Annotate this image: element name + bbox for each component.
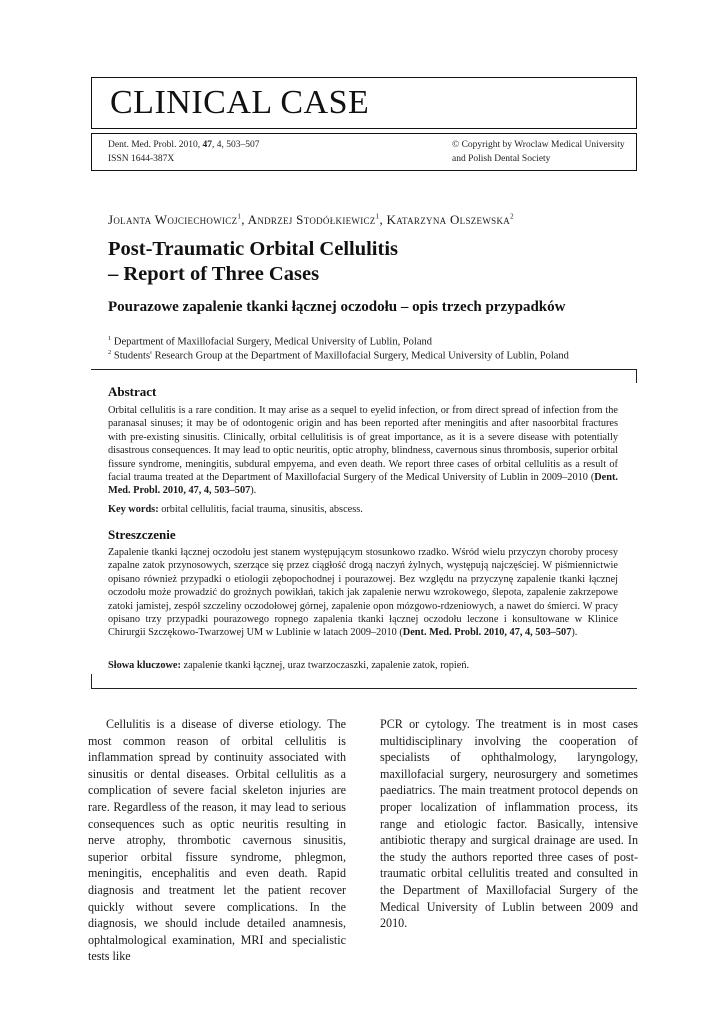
divider-bottom xyxy=(91,688,637,689)
section-title: CLINICAL CASE xyxy=(110,84,370,121)
divider-top-tick xyxy=(636,369,637,383)
author-name: Andrzej Stodółkiewicz xyxy=(247,212,376,227)
body-column-left: Cellulitis is a disease of diverse etiology. The most common reason of orbital cellulitis is inflammation spread by continuity associated with sinusitis or dental diseases. Orbital cellulitis as a complication of severe facial skeleton injuries are rare. Regardless of the reason, it may lead to serious consequences such as optic neuritis resulting in nerve atrophy, thrombotic cavernous sinusitis, superior orbital fissure syndrome, phlegmon, meningitis, encephalitis and even death. Rapid diagnosis and treatment let the patient recover quickly without severe complications. In the diagnosis, we should include detailed anamnesis, ophtalmological examination, MRI and specialistic tests like xyxy=(88,717,346,964)
keywords: Key words: orbital cellulitis, facial trauma, sinusitis, abscess. xyxy=(108,504,363,515)
abstract-heading: Abstract xyxy=(108,384,157,399)
abstract-text: Orbital cellulitis is a rare condition. It may arise as a sequel to eyelid infection, or from direct spread of infection from the paranasal sinuses; it may be of odontogenic origin and has been reported after meningitis and after nasoorbital fractures with pre-existing sinusitis. Clinically, orbital cellulitisis is of great importance, as it is a severe disease with potentially disastrous consequences. It may lead to optic neuritis, optic atrophy, blindness, cavernous sinus thrombosis, superior orbital fissure syndrome, meningitis, subdural empyema, and even death. We report three cases of orbital cellulitis as a result of facial trauma treated at the Department of Maxillofacial Surgery of the Medical University of Lublin in 2009–2010 (Dent. Med. Probl. 2010, 47, 4, 503–507). xyxy=(108,405,618,497)
divider-top xyxy=(91,369,637,370)
streszczenie-heading: Streszczenie xyxy=(108,527,176,542)
keywords-polish: Słowa kluczowe: zapalenie tkanki łącznej, uraz twarzoczaszki, zapalenie zatok, ropień. xyxy=(108,660,470,671)
journal-citation: Dent. Med. Probl. 2010, 47, 4, 503–507 ISSN 1644-387X xyxy=(108,140,260,164)
article-subtitle-polish: Pourazowe zapalenie tkanki łącznej oczodołu – opis trzech przypadków xyxy=(108,299,566,315)
affiliation: $^2$ Students' Research Group at the Department of Maxillofacial Surgery, Medical University of Lublin, Poland xyxy=(108,349,569,362)
divider-bottom-tick xyxy=(91,674,92,688)
copyright-notice: © Copyright by Wroclaw Medical University and Polish Dental Society xyxy=(452,140,625,164)
body-column-right: PCR or cytology. The treatment is in most cases multidisciplinary involving the cooperation of specialists of ophthalmology, laryngology, maxillofacial surgery, neurosurgery and sometimes paediatrics. The main treatment protocol depends on proper localization of inflammation process, its range and etiologic factor. Basically, intensive antibiotic therapy and surgical drainage are used. In the study the authors reported three cases of post-traumatic orbital cellulitis treated and consulted in the Department of Maxillofacial Surgery of the Medical University of Lublin between 2009 and 2010. xyxy=(380,717,638,931)
author-name: Katarzyna Olszewska xyxy=(386,212,511,227)
author-list: Jolanta Wojciechowicz$^1$, Andrzej Stodółkiewicz$^1$, Katarzyna Olszewska$^2$ xyxy=(108,212,514,227)
article-title: Post-Traumatic Orbital Cellulitis – Report of Three Cases xyxy=(108,238,399,285)
issn: ISSN 1644-387X xyxy=(108,154,175,164)
streszczenie-text: Zapalenie tkanki łącznej oczodołu jest stanem występującym stosunkowo rzadko. Wśród wielu przyczyn choroby procesy zapalne zatok przynosowych, szerzące się przez ciągłość drogą naczyń żylnych, występują najczęściej. W piśmiennictwie opisano również przypadki o etiologii zębopochodnej i pourazowej. Bez względu na przyczynę zapalenie tkanki łącznej oczodołu może prowadzić do groźnych powikłań, takich jak zapalenie nerwu wzrokowego, ślepota, zapalenie zakrzepowe zatoki jamistej, zespół szczeliny oczodołowej górnej, zapalenie opon mózgowo-rdzeniowych, a nawet do śmierci. W pracy opisano trzy przypadki pourazowego ropnego zapalenia tkanki łącznej oczodołu leczone i konsultowane w Klinice Chirurgii Szczękowo-Twarzowej UM w Lublinie w latach 2009–2010 (Dent. Med. Probl. 2010, 47, 4, 503–507). xyxy=(108,547,618,639)
author-name: Jolanta Wojciechowicz xyxy=(108,212,238,227)
affiliation: $^1$ Department of Maxillofacial Surgery, Medical University of Lublin, Poland xyxy=(108,335,433,348)
